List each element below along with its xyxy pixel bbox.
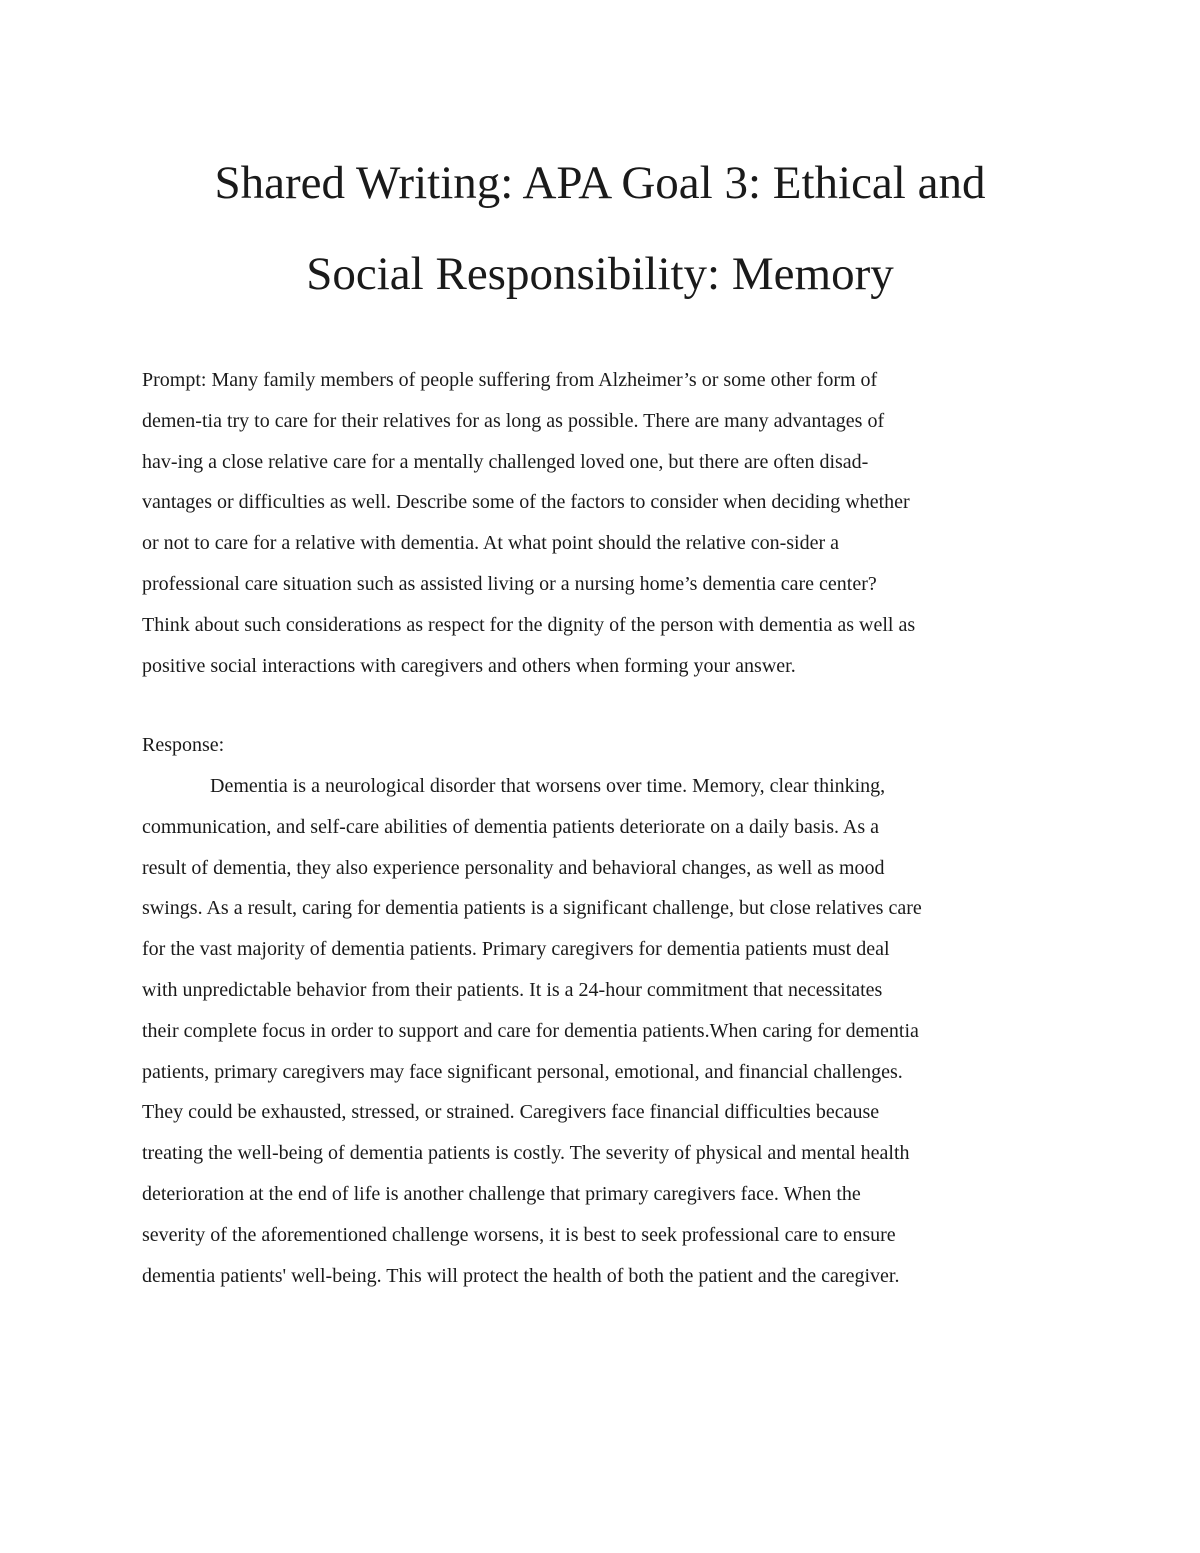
response-line: result of dementia, they also experience personality and behavioral changes, as well as mood <box>142 856 885 879</box>
response-line: swings. As a result, caring for dementia patients is a significant challenge, but close relatives care <box>142 897 922 920</box>
title-line: Shared Writing: APA Goal 3: Ethical and <box>214 157 986 209</box>
response-line: Dementia is a neurological disorder that worsens over time. Memory, clear thinking, <box>210 775 886 797</box>
response-line: communication, and self-care abilities of dementia patients deteriorate on a daily basis. As a <box>142 815 879 838</box>
document-title <box>100 138 1100 320</box>
prompt-line: or not to care for a relative with dementia. At what point should the relative con-sider a <box>142 532 839 555</box>
prompt-line: positive social interactions with caregivers and others when forming your answer. <box>142 654 796 677</box>
response-line: severity of the aforementioned challenge worsens, it is best to seek professional care to ensure <box>142 1223 896 1246</box>
response-line: treating the well-being of dementia patients is costly. The severity of physical and mental health <box>142 1142 910 1165</box>
response-line: patients, primary caregivers may face significant personal, emotional, and financial challenges. <box>142 1060 903 1083</box>
prompt-line: Think about such considerations as respect for the dignity of the person with dementia as well as <box>142 613 916 636</box>
response-line: their complete focus in order to support and care for dementia patients.When caring for dementia <box>142 1019 919 1042</box>
response-line: dementia patients' well-being. This will protect the health of both the patient and the caregiver. <box>142 1264 900 1287</box>
prompt-line: professional care situation such as assisted living or a nursing home’s dementia care center? <box>142 572 877 595</box>
response-line: for the vast majority of dementia patients. Primary caregivers for dementia patients must deal <box>142 938 890 961</box>
prompt-line: demen-tia try to care for their relatives for as long as possible. There are many advantages of <box>142 409 885 432</box>
response-line: They could be exhausted, stressed, or strained. Caregivers face financial difficulties because <box>142 1101 880 1124</box>
title-line: Social Responsibility: Memory <box>306 248 894 300</box>
response-line: deterioration at the end of life is another challenge that primary caregivers face. When the <box>142 1182 861 1205</box>
response-label: Response: <box>142 734 225 756</box>
prompt-line: Prompt: Many family members of people suffering from Alzheimer’s or some other form of <box>142 369 878 391</box>
prompt-paragraph <box>142 360 1102 686</box>
response-line: with unpredictable behavior from their patients. It is a 24-hour commitment that necessitates <box>142 978 883 1001</box>
response-paragraph <box>142 766 1102 1296</box>
prompt-line: vantages or difficulties as well. Describe some of the factors to consider when deciding whether <box>142 491 910 514</box>
prompt-line: hav-ing a close relative care for a mentally challenged loved one, but there are often disad- <box>142 450 869 473</box>
